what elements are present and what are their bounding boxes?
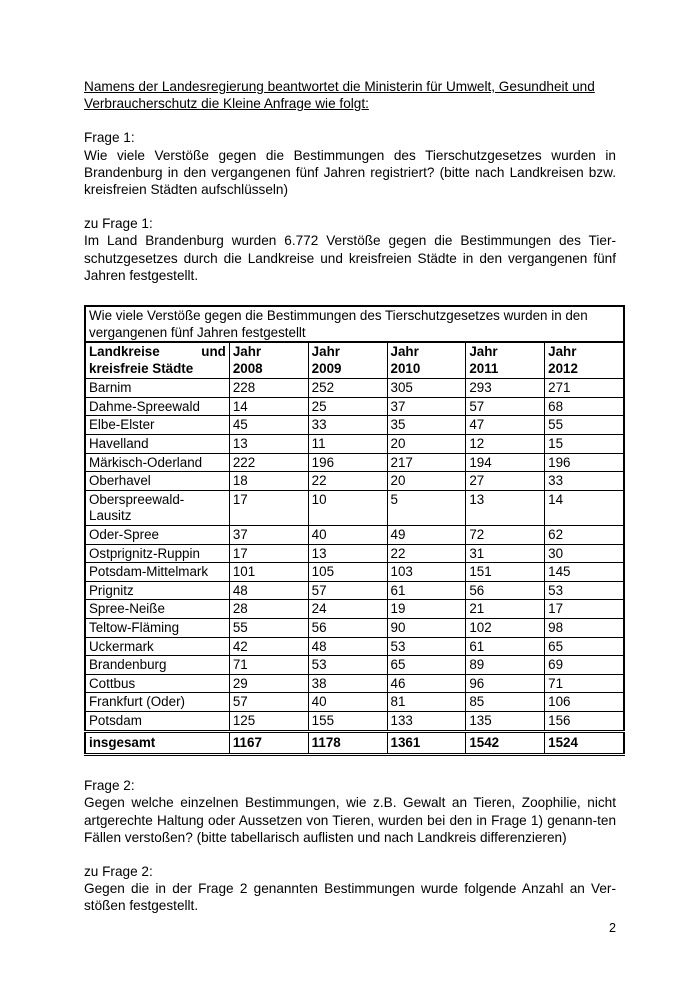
- total-value: 1167: [229, 731, 308, 755]
- header-year-label: Jahr: [548, 344, 577, 360]
- violation-count: 61: [387, 581, 466, 600]
- district-name: Havelland: [85, 435, 229, 454]
- total-label: insgesamt: [85, 731, 229, 755]
- table-row: [85, 435, 624, 454]
- question-1-text: Wie viele Verstöße gegen die Bestimmungen des Tierschutzgesetzes wurden in Brandenburg in den vergangenen fünf Jahren registriert? (bitte nach Landkreisen bzw. kreisfreien Städten aufschlüsseln): [84, 147, 616, 198]
- header-year-value: 2008: [232, 360, 263, 376]
- violation-count: 61: [466, 637, 545, 656]
- violation-count: 106: [545, 693, 624, 712]
- violation-count: 56: [466, 581, 545, 600]
- violation-count: 47: [466, 416, 545, 435]
- violation-count: 305: [387, 379, 466, 398]
- header-year-value: 2010: [390, 360, 421, 376]
- table-row: [85, 416, 624, 435]
- violation-count: 25: [308, 397, 387, 416]
- header-year-2012: [545, 342, 624, 379]
- violation-count: 57: [308, 581, 387, 600]
- table-row: [85, 674, 624, 693]
- violation-count: 102: [466, 618, 545, 637]
- table-row: [85, 544, 624, 563]
- violation-count: 69: [545, 656, 624, 675]
- violation-count: 42: [229, 637, 308, 656]
- violation-count: 22: [308, 472, 387, 491]
- violation-count: 105: [308, 563, 387, 582]
- violation-count: 40: [308, 693, 387, 712]
- violation-count: 271: [545, 379, 624, 398]
- violation-count: 145: [545, 563, 624, 582]
- header-year-2008: [229, 342, 308, 379]
- district-name: Potsdam: [85, 711, 229, 731]
- district-name: Oberhavel: [85, 472, 229, 491]
- violation-count: 22: [387, 544, 466, 563]
- violation-count: 55: [545, 416, 624, 435]
- district-name: Cottbus: [85, 674, 229, 693]
- violation-count: 37: [229, 525, 308, 544]
- table-row: [85, 490, 624, 525]
- district-name: Prignitz: [85, 581, 229, 600]
- answer-1-text: Im Land Brandenburg wurden 6.772 Verstöße gegen die Bestimmungen des Tier-schutzgesetzes durch die Landkreise und kreisfreien Städte in den vergangenen fünf Jahren festgestellt.: [84, 233, 616, 283]
- violation-count: 48: [229, 581, 308, 600]
- violation-count: 53: [308, 656, 387, 675]
- answer-2-text: Gegen die in der Frage 2 genannten Bestimmungen wurde folgende Anzahl an Ver-stößen festgestellt.: [84, 881, 616, 914]
- question-2-text: Gegen welche einzelnen Bestimmungen, wie z.B. Gewalt an Tieren, Zoophilie, nicht artgerechte Haltung oder Aussetzen von Tieren, wurden bei den in Frage 1) genann-ten Fällen verstoßen? (bitte tabellarisch auflisten und nach Landkreis differenzieren): [84, 795, 616, 845]
- header-year-2011: [466, 342, 545, 379]
- violation-count: 151: [466, 563, 545, 582]
- violation-count: 20: [387, 472, 466, 491]
- violation-count: 49: [387, 525, 466, 544]
- violation-count: 29: [229, 674, 308, 693]
- district-name: Dahme-Spreewald: [85, 397, 229, 416]
- header-year-label: Jahr: [232, 344, 262, 360]
- violation-count: 45: [229, 416, 308, 435]
- header-year-label: Jahr: [311, 344, 340, 360]
- violation-count: 19: [387, 600, 466, 619]
- violation-count: 156: [545, 711, 624, 731]
- violation-count: 133: [387, 711, 466, 731]
- header-year-2010: [387, 342, 466, 379]
- violation-count: 68: [545, 397, 624, 416]
- total-value: 1178: [308, 731, 387, 755]
- violation-count: 31: [466, 544, 545, 563]
- district-name: Oberspreewald-Lausitz: [85, 490, 229, 525]
- table-caption: Wie viele Verstöße gegen die Bestimmungen des Tierschutzgesetzes wurden in den vergangenen fünf Jahren festgestellt: [85, 306, 624, 342]
- violation-count: 89: [466, 656, 545, 675]
- violation-count: 72: [466, 525, 545, 544]
- violation-count: 196: [308, 453, 387, 472]
- violation-count: 293: [466, 379, 545, 398]
- violation-count: 12: [466, 435, 545, 454]
- violation-count: 196: [545, 453, 624, 472]
- header-district-part2: und: [201, 344, 226, 360]
- violation-count: 14: [545, 490, 624, 525]
- violation-count: 30: [545, 544, 624, 563]
- violation-count: 17: [545, 600, 624, 619]
- violation-count: 27: [466, 472, 545, 491]
- table-row: [85, 656, 624, 675]
- violation-count: 40: [308, 525, 387, 544]
- table-row: [85, 600, 624, 619]
- district-name: Barnim: [85, 379, 229, 398]
- violation-count: 10: [308, 490, 387, 525]
- violation-count: 125: [229, 711, 308, 731]
- document-page: [84, 78, 616, 936]
- violation-count: 21: [466, 600, 545, 619]
- header-year-2009: [308, 342, 387, 379]
- violation-count: 15: [545, 435, 624, 454]
- violation-count: 37: [387, 397, 466, 416]
- header-year-value: 2011: [469, 360, 499, 376]
- district-name: Märkisch-Oderland: [85, 453, 229, 472]
- table-row: [85, 453, 624, 472]
- violation-count: 55: [229, 618, 308, 637]
- table-row: [85, 711, 624, 731]
- violation-count: 24: [308, 600, 387, 619]
- table-row: [85, 563, 624, 582]
- violation-count: 17: [229, 490, 308, 525]
- table-header-row: [85, 342, 624, 379]
- violation-count: 228: [229, 379, 308, 398]
- violation-count: 13: [466, 490, 545, 525]
- violation-count: 155: [308, 711, 387, 731]
- district-name: Ostprignitz-Ruppin: [85, 544, 229, 563]
- violation-count: 57: [229, 693, 308, 712]
- district-name: Frankfurt (Oder): [85, 693, 229, 712]
- violations-table: [84, 305, 625, 756]
- table-row: [85, 693, 624, 712]
- district-name: Potsdam-Mittelmark: [85, 563, 229, 582]
- district-name: Teltow-Fläming: [85, 618, 229, 637]
- violation-count: 11: [308, 435, 387, 454]
- violation-count: 18: [229, 472, 308, 491]
- violation-count: 33: [545, 472, 624, 491]
- district-name: Uckermark: [85, 637, 229, 656]
- header-district-line2: kreisfreie Städte: [89, 360, 194, 376]
- total-value: 1361: [387, 731, 466, 755]
- violation-count: 48: [308, 637, 387, 656]
- violation-count: 33: [308, 416, 387, 435]
- violation-count: 252: [308, 379, 387, 398]
- violation-count: 194: [466, 453, 545, 472]
- violation-count: 14: [229, 397, 308, 416]
- violation-count: 135: [466, 711, 545, 731]
- violation-count: 20: [387, 435, 466, 454]
- question-2-label: Frage 2:: [84, 778, 135, 794]
- violation-count: 65: [387, 656, 466, 675]
- violation-count: 35: [387, 416, 466, 435]
- question-1-label: Frage 1:: [84, 130, 135, 146]
- violation-count: 96: [466, 674, 545, 693]
- table-row: [85, 618, 624, 637]
- violation-count: 62: [545, 525, 624, 544]
- table-row: [85, 397, 624, 416]
- table-row: [85, 472, 624, 491]
- violation-count: 13: [229, 435, 308, 454]
- violation-count: 28: [229, 600, 308, 619]
- district-name: Brandenburg: [85, 656, 229, 675]
- district-name: Oder-Spree: [85, 525, 229, 544]
- violation-count: 5: [387, 490, 466, 525]
- violation-count: 65: [545, 637, 624, 656]
- total-value: 1524: [545, 731, 624, 755]
- table-total-row: [85, 731, 624, 755]
- violation-count: 13: [308, 544, 387, 563]
- violation-count: 38: [308, 674, 387, 693]
- violation-count: 217: [387, 453, 466, 472]
- violation-count: 71: [229, 656, 308, 675]
- header-year-label: Jahr: [469, 344, 498, 360]
- violation-count: 90: [387, 618, 466, 637]
- violation-count: 57: [466, 397, 545, 416]
- table-row: [85, 525, 624, 544]
- violation-count: 53: [387, 637, 466, 656]
- header-year-value: 2012: [548, 360, 578, 376]
- table-row: [85, 581, 624, 600]
- header-district: [85, 342, 229, 379]
- violation-count: 71: [545, 674, 624, 693]
- violation-count: 53: [545, 581, 624, 600]
- violation-count: 17: [229, 544, 308, 563]
- intro-text: Namens der Landesregierung beantwortet die Ministerin für Umwelt, Gesundheit und Verbraucherschutz die Kleine Anfrage wie folgt:: [84, 79, 595, 112]
- violation-count: 56: [308, 618, 387, 637]
- header-district-part1: Landkreise: [89, 344, 160, 360]
- violation-count: 103: [387, 563, 466, 582]
- table-row: [85, 379, 624, 398]
- district-name: Elbe-Elster: [85, 416, 229, 435]
- answer-2-label: zu Frage 2:: [84, 863, 153, 879]
- header-year-label: Jahr: [390, 344, 419, 360]
- table-row: [85, 637, 624, 656]
- violation-count: 222: [229, 453, 308, 472]
- violation-count: 46: [387, 674, 466, 693]
- header-year-value: 2009: [311, 360, 342, 376]
- violation-count: 81: [387, 693, 466, 712]
- violation-count: 85: [466, 693, 545, 712]
- district-name: Spree-Neiße: [85, 600, 229, 619]
- answer-1-label: zu Frage 1:: [84, 216, 153, 232]
- total-value: 1542: [466, 731, 545, 755]
- violation-count: 101: [229, 563, 308, 582]
- page-number: 2: [608, 921, 616, 935]
- violation-count: 98: [545, 618, 624, 637]
